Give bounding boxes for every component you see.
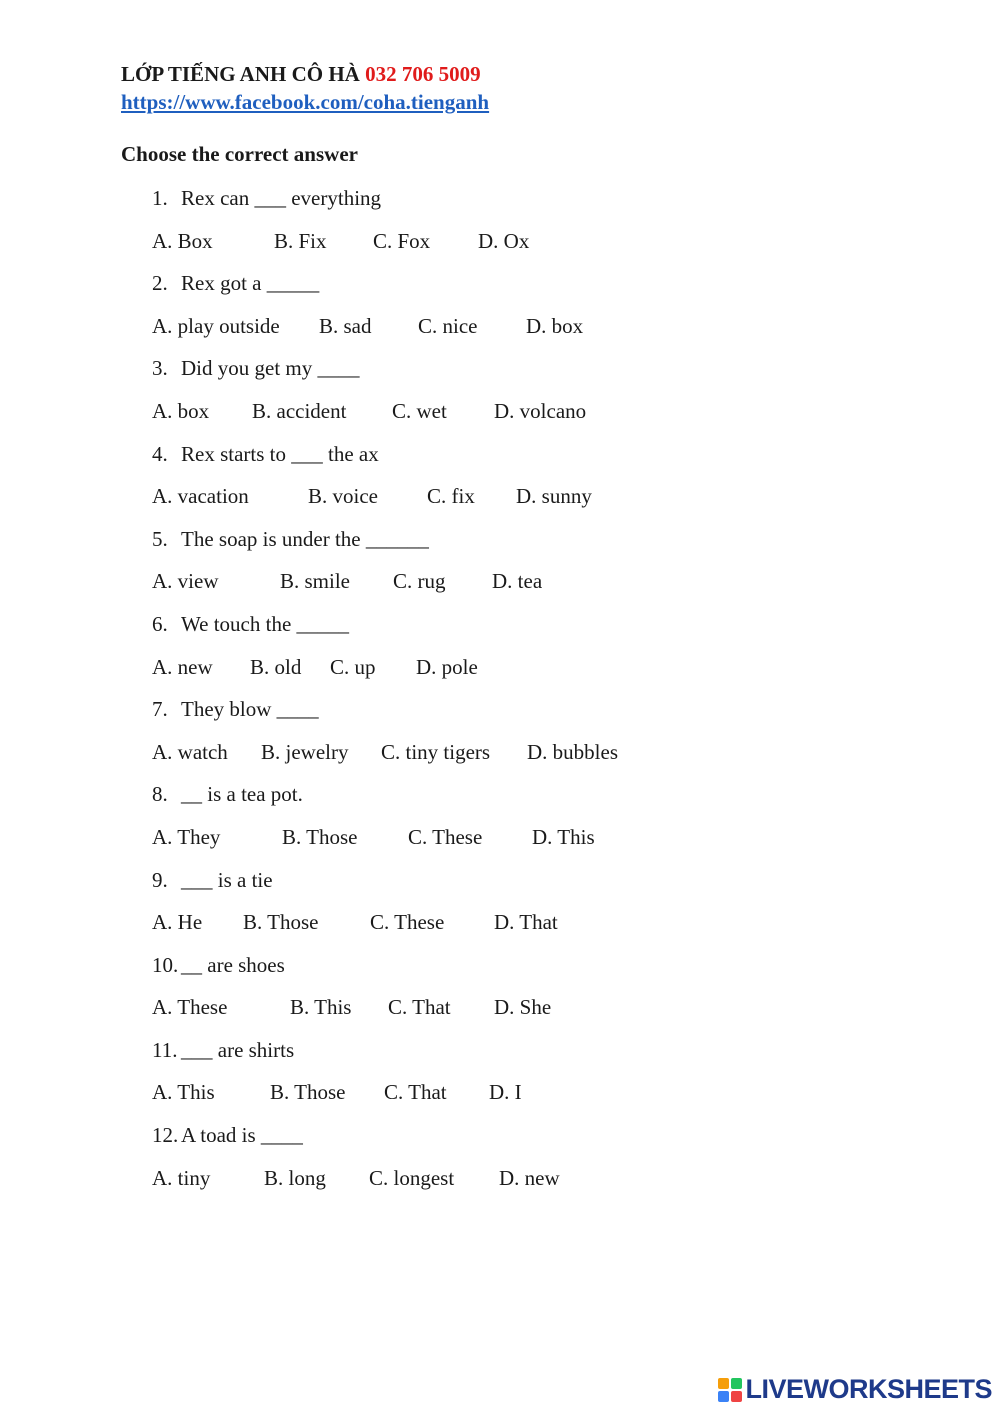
question-number: 2. bbox=[152, 271, 168, 296]
answer-option[interactable]: A. new bbox=[152, 654, 213, 679]
question-11 bbox=[152, 1036, 852, 1079]
answer-options-9 bbox=[152, 908, 852, 951]
answer-option[interactable]: D. I bbox=[489, 1080, 522, 1105]
liveworksheets-logo bbox=[718, 1374, 992, 1405]
question-number: 4. bbox=[152, 441, 168, 466]
answer-options-3 bbox=[152, 397, 852, 440]
answer-option[interactable]: C. These bbox=[408, 824, 483, 849]
answer-option[interactable]: D. bubbles bbox=[527, 739, 618, 764]
answer-option[interactable]: C. tiny tigers bbox=[381, 739, 491, 764]
answer-option[interactable]: B. jewelry bbox=[261, 739, 349, 764]
question-10 bbox=[152, 951, 852, 994]
facebook-link[interactable]: https://www.facebook.com/coha.tienganh bbox=[121, 90, 490, 114]
question-number: 8. bbox=[152, 782, 168, 807]
question-number: 12. bbox=[152, 1123, 179, 1148]
answer-option[interactable]: C. fix bbox=[427, 484, 475, 509]
question-9 bbox=[152, 866, 852, 909]
question-text: Rex starts to ___ the ax bbox=[181, 441, 379, 466]
question-6 bbox=[152, 610, 852, 653]
answer-option[interactable]: C. That bbox=[384, 1080, 447, 1105]
question-number: 9. bbox=[152, 867, 168, 892]
answer-option[interactable]: A. vacation bbox=[152, 484, 249, 509]
logo-block bbox=[718, 1378, 729, 1389]
question-text: __ are shoes bbox=[181, 952, 285, 977]
answer-option[interactable]: A. This bbox=[152, 1080, 215, 1105]
answer-option[interactable]: B. long bbox=[264, 1165, 326, 1190]
answer-options-10 bbox=[152, 993, 852, 1036]
answer-options-2 bbox=[152, 312, 852, 355]
answer-option[interactable]: D. tea bbox=[492, 569, 543, 594]
answer-option[interactable]: D. She bbox=[494, 995, 552, 1020]
answer-options-5 bbox=[152, 567, 852, 610]
answer-option[interactable]: C. These bbox=[370, 910, 445, 935]
answer-option[interactable]: B. Fix bbox=[274, 228, 327, 253]
answer-option[interactable]: A. box bbox=[152, 398, 210, 423]
question-number: 11. bbox=[152, 1037, 178, 1062]
answer-option[interactable]: B. Those bbox=[282, 824, 358, 849]
answer-option[interactable]: C. nice bbox=[418, 313, 478, 338]
question-12 bbox=[152, 1121, 852, 1164]
answer-option[interactable]: D. sunny bbox=[516, 484, 592, 509]
answer-option[interactable]: A. watch bbox=[152, 739, 228, 764]
phone-number: 032 706 5009 bbox=[365, 62, 481, 86]
answer-option[interactable]: D. new bbox=[499, 1165, 560, 1190]
question-number: 6. bbox=[152, 611, 168, 636]
answer-option[interactable]: C. wet bbox=[392, 398, 447, 423]
answer-option[interactable]: B. Those bbox=[243, 910, 319, 935]
answer-options-1 bbox=[152, 227, 852, 270]
logo-block bbox=[718, 1391, 729, 1402]
question-1 bbox=[152, 184, 852, 227]
answer-option[interactable]: D. volcano bbox=[494, 398, 587, 423]
question-text: The soap is under the ______ bbox=[181, 526, 429, 551]
answer-option[interactable]: A. They bbox=[152, 824, 221, 849]
logo-block bbox=[731, 1378, 742, 1389]
question-text: Rex got a _____ bbox=[181, 271, 320, 296]
question-4 bbox=[152, 440, 852, 483]
question-7 bbox=[152, 695, 852, 738]
question-text: ___ are shirts bbox=[181, 1037, 295, 1062]
answer-option[interactable]: D. pole bbox=[416, 654, 478, 679]
answer-option[interactable]: B. accident bbox=[252, 398, 347, 423]
class-title-line bbox=[121, 60, 489, 88]
answer-options-12 bbox=[152, 1164, 852, 1207]
answer-option[interactable]: B. This bbox=[290, 995, 352, 1020]
answer-option[interactable]: C. rug bbox=[393, 569, 446, 594]
answer-option[interactable]: D. This bbox=[532, 824, 595, 849]
answer-option[interactable]: A. He bbox=[152, 910, 203, 935]
question-text: ___ is a tie bbox=[181, 867, 273, 892]
question-number: 5. bbox=[152, 526, 168, 551]
answer-option[interactable]: B. Those bbox=[270, 1080, 346, 1105]
answer-option[interactable]: B. sad bbox=[319, 313, 372, 338]
question-text: A toad is ____ bbox=[181, 1123, 303, 1148]
answer-options-8 bbox=[152, 823, 852, 866]
answer-option[interactable]: C. longest bbox=[369, 1165, 455, 1190]
answer-options-4 bbox=[152, 482, 852, 525]
answer-option[interactable]: A. play outside bbox=[152, 313, 280, 338]
answer-options-11 bbox=[152, 1078, 852, 1121]
question-3 bbox=[152, 354, 852, 397]
answer-option[interactable]: A. tiny bbox=[152, 1165, 211, 1190]
question-8 bbox=[152, 780, 852, 823]
question-number: 1. bbox=[152, 186, 168, 210]
answer-option[interactable]: B. old bbox=[250, 654, 302, 679]
question-5 bbox=[152, 525, 852, 568]
question-text: Did you get my ____ bbox=[181, 356, 360, 381]
question-list bbox=[152, 184, 852, 1206]
answer-option[interactable]: B. smile bbox=[280, 569, 351, 594]
question-number: 3. bbox=[152, 356, 168, 381]
logo-icon bbox=[718, 1378, 742, 1402]
question-number: 10. bbox=[152, 952, 179, 977]
question-text: We touch the _____ bbox=[181, 611, 350, 636]
answer-option[interactable]: C. up bbox=[330, 654, 376, 679]
question-text: __ is a tea pot. bbox=[181, 782, 303, 807]
answer-option[interactable]: A. These bbox=[152, 995, 228, 1020]
question-text: Rex can ___ everything bbox=[181, 186, 382, 210]
answer-option[interactable]: D. box bbox=[526, 313, 584, 338]
answer-option[interactable]: A. Box bbox=[152, 228, 213, 253]
answer-options-6 bbox=[152, 653, 852, 696]
instruction: Choose the correct answer bbox=[121, 142, 358, 166]
question-2 bbox=[152, 269, 852, 312]
answer-option[interactable]: D. Ox bbox=[478, 228, 530, 253]
question-text: They blow ____ bbox=[181, 697, 319, 722]
class-title: LỚP TIẾNG ANH CÔ HÀ bbox=[121, 62, 360, 86]
logo-text: LIVEWORKSHEETS bbox=[745, 1374, 992, 1404]
answer-options-7 bbox=[152, 738, 852, 781]
answer-option[interactable]: B. voice bbox=[308, 484, 378, 509]
answer-option[interactable]: C. Fox bbox=[373, 228, 431, 253]
logo-block bbox=[731, 1391, 742, 1402]
worksheet-header bbox=[121, 60, 489, 116]
answer-option[interactable]: C. That bbox=[388, 995, 451, 1020]
question-number: 7. bbox=[152, 697, 168, 722]
answer-option[interactable]: A. view bbox=[152, 569, 219, 594]
answer-option[interactable]: D. That bbox=[494, 910, 558, 935]
